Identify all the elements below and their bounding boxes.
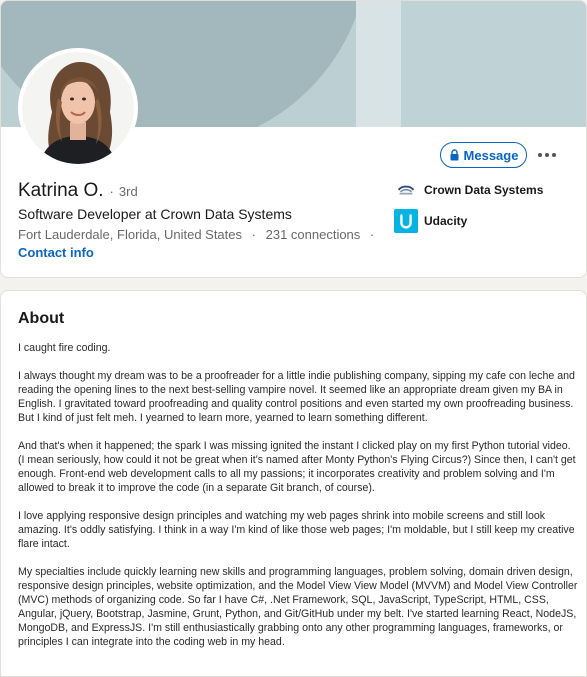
profile-card bbox=[0, 0, 587, 278]
about-section bbox=[0, 290, 587, 677]
profile-meta: Fort Lauderdale, Florida, United States · 231 connections · bbox=[18, 227, 375, 242]
about-paragraph: And that's when it happened; the spark I was missing ignited the instant I clicked play on my first Python tutorial video. (I mean seriously, how could it not be great when it's named after Monty Python's Flying Circus?) Since then, I can't get enough. Front-end web development calls to all my passions; it incorporates creativity and problem solving and I'm allowed to break it to improve the code (in a separate Git branch, of course). bbox=[18, 440, 576, 494]
lock-icon bbox=[449, 149, 460, 161]
about-paragraph: I always thought my dream was to be a proofreader for a little indie publishing company, sipping my cafe con leche and reading the opening lines to the next best-selling vampire novel. It seemed like an appropriate dream given my BA in English. I gravitated toward proofreading and quality control positions and even started my own proofreading business. But I kind of just felt meh. I yearned to learn more, yearned to learn something different. bbox=[18, 370, 575, 424]
contact-info-link[interactable]: Contact info bbox=[18, 245, 94, 260]
about-paragraph: My specialties include quickly learning new skills and programming languages, problem solving, domain driven design, responsive design principles, website optimization, and the Model View View Model (MVVM) and Model View Controller (MVC) methods of organizing code. So far I have C#, .Net Framework, SQL, JavaScript, TypeScript, HTML, CSS, Angular, jQuery, Bootstrap, Jasmine, Grunt, Python, and Git/GitHub under my belt. I've started learning React, NodeJS, MongoDB, and ExpressJS. I'm still enthusiastically grabbing onto any other programming languages, frameworks, or principles I can integrate into the coding web in my head. bbox=[18, 566, 578, 648]
crown-logo-icon bbox=[394, 178, 418, 202]
connections-count[interactable]: 231 connections bbox=[265, 227, 361, 242]
about-heading: About bbox=[18, 310, 65, 327]
current-company[interactable]: Crown Data Systems bbox=[394, 178, 543, 202]
more-options-button[interactable] bbox=[534, 144, 560, 166]
education-school[interactable]: Udacity bbox=[394, 209, 467, 233]
about-paragraph: I caught fire coding. bbox=[18, 342, 111, 354]
about-paragraph: I love applying responsive design principles and watching my web pages shrink into mobile screens and still look amazing. It's oddly satisfying. I think in a way I'm kind of like those web pages; I'm moldable, but I still keep my creative flare intact. bbox=[18, 510, 575, 550]
message-button[interactable] bbox=[440, 142, 527, 168]
profile-avatar[interactable] bbox=[18, 48, 138, 168]
profile-photo bbox=[22, 52, 134, 164]
message-button-label: Message bbox=[463, 147, 519, 163]
about-body bbox=[18, 341, 578, 663]
profile-headline: Software Developer at Crown Data Systems bbox=[18, 206, 292, 222]
connection-degree: · 3rd bbox=[109, 184, 138, 199]
more-horizontal-icon bbox=[538, 153, 542, 157]
name-line bbox=[18, 180, 138, 202]
udacity-logo-icon bbox=[394, 209, 418, 233]
profile-name: Katrina O. bbox=[18, 180, 104, 201]
profile-location: Fort Lauderdale, Florida, United States bbox=[18, 227, 243, 242]
